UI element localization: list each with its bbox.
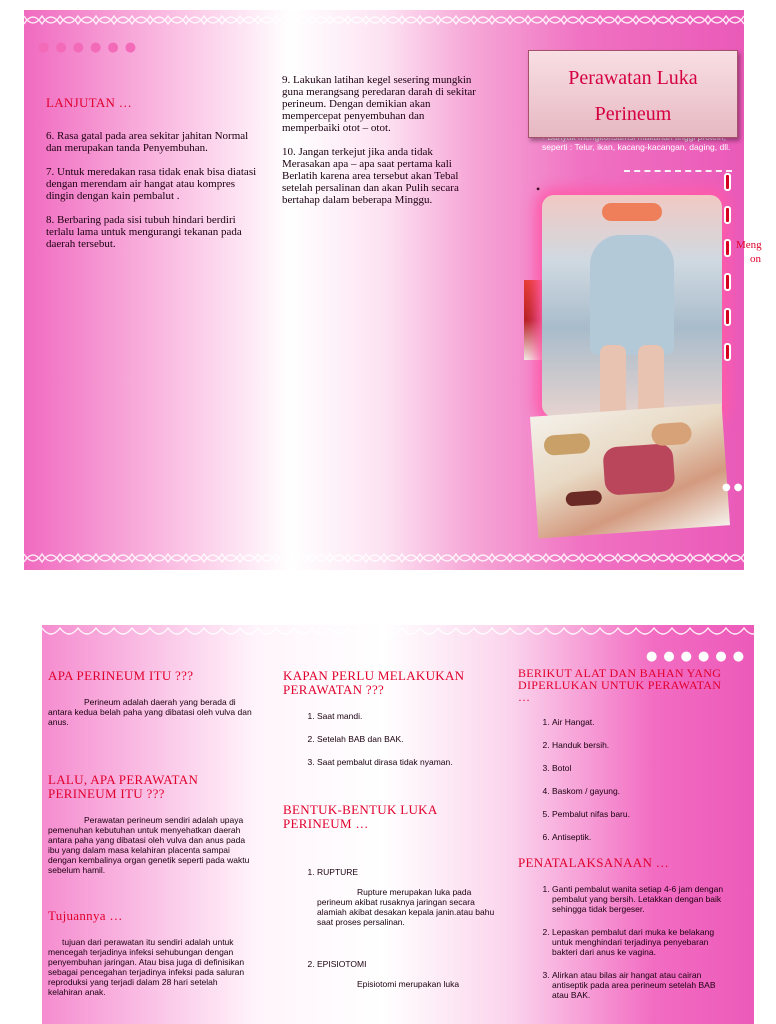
page1-column-2 — [282, 74, 482, 218]
heading-alat-bahan: BERIKUT ALAT DAN BAHAN YANG DIPERLUKAN UNTUK PERAWATAN … — [518, 666, 722, 704]
decorative-bar — [724, 173, 731, 191]
decorative-dots: ●●●●●● — [646, 649, 751, 664]
when-list — [283, 711, 495, 767]
list-item: 6. Antiseptik. — [552, 832, 732, 842]
list-item — [317, 867, 495, 927]
text-perawatan-definition: Perawatan perineum sendiri adalah upaya pemenuhan kebutuhan untuk menyehatkan daerah antara paha yang dibatasi oleh vulva dan anus pada ibu yang dalam masa kelahiran placenta sampai dengan kembalinya organ genetik seperti pada waktu sebelum hamil. — [48, 815, 250, 875]
form-description: Rupture merupakan luka pada perineum akibat rusaknya jaringan secara alamiah akibat desakan kepala janin.atau bahu saat proses persalinan. — [317, 887, 495, 927]
decorative-bar — [724, 343, 731, 361]
heading-tujuannya: Tujuannya … — [48, 908, 123, 923]
heading-bentuk: BENTUK-BENTUK LUKA PERINEUM … — [283, 802, 437, 831]
heading-kapan: KAPAN PERLU MELAKUKAN PERAWATAN ??? — [283, 668, 465, 697]
brochure-inner-panel — [42, 625, 754, 1024]
list-item: 2. Setelah BAB dan BAK. — [317, 734, 495, 744]
woman-on-toilet-image — [542, 195, 722, 417]
text-definition: Perineum adalah daerah yang berada di antara kedua belah paha yang dibatasi oleh vulva dan anus. — [48, 697, 252, 727]
decorative-bar — [724, 273, 731, 291]
heading-apa-perineum: APA PERINEUM ITU ??? — [48, 668, 194, 683]
list-item: 1. Ganti pembalut wanita setiap 4-6 jam dengan pembalut yang bersih. Letakkan dengan baik sehingga tidak bergeser. — [552, 884, 732, 914]
list-item — [317, 959, 495, 989]
cutoff-side-text — [736, 238, 776, 266]
title-line-1: Perawatan Luka — [568, 67, 698, 89]
text-tujuan: tujuan dari perawatan itu sendiri adalah untuk mencegah terjadinya infeksi sehubungan dengan penyembuhan jaringan. Atau bisa juga di definisikan sebagai pencegahan terjadinya infeksi pada saluran reproduksi yang terjadi dalam 28 hari setelah kelahiran anak. — [48, 937, 245, 997]
title-line-2: Perineum — [594, 103, 672, 125]
decorative-dots: ●●●●●● — [38, 40, 143, 55]
protein-foods-image — [530, 403, 730, 538]
page2-column-3 — [518, 667, 732, 1013]
text-point-10: 10. Jangan terkejut jika anda tidak Merasakan apa – apa saat pertama kali Berlatih karena area tersebut akan Tebal setelah persalinan dan akan Pulih secara bertahap dalam beberapa Minggu. — [282, 146, 459, 206]
forms-list — [283, 867, 495, 989]
cutoff-text-line-2: on — [750, 253, 761, 265]
text-point-9: 9. Lakukan latihan kegel sesering mungkin guna merangsang peredaran darah di sekitar perineum. Dengan demikian akan mempercepat penyembuhan dan memperbaiki otot – otot. — [282, 74, 476, 134]
list-item: 2. Lepaskan pembalut dari muka ke belakang untuk menghindari terjadinya penyebaran bakteri dari anus ke vagina. — [552, 927, 732, 957]
form-title: EPISIOTOMI — [317, 959, 367, 969]
form-title: RUPTURE — [317, 867, 359, 877]
decorative-dots-right: ●●● — [722, 482, 758, 493]
decorative-bar — [724, 308, 731, 326]
list-item: 2. Handuk bersih. — [552, 740, 732, 750]
empty-bullet: • — [536, 182, 541, 196]
brochure-title — [528, 50, 738, 138]
text-point-7: 7. Untuk meredakan rasa tidak enak bisa diatasi dengan merendam air hangat atau kompres dingin dengan kain pembalut . — [46, 166, 257, 202]
scallop-border-top — [24, 10, 744, 32]
list-item: 3. Saat pembalut dirasa tidak nyaman. — [317, 757, 495, 767]
heading-lanjutan: LANJUTAN … — [46, 95, 133, 110]
page2-column-1 — [48, 669, 253, 997]
list-item: 5. Pembalut nifas baru. — [552, 809, 732, 819]
decorative-bar — [724, 206, 731, 224]
scallop-border-top — [42, 625, 754, 639]
cutoff-text-line-1: Meng — [736, 239, 762, 251]
list-item: 3. Botol — [552, 763, 732, 773]
list-item: 4. Baskom / gayung. — [552, 786, 732, 796]
text-point-8: 8. Berbaring pada sisi tubuh hindari berdiri terlalu lama untuk mengurangi tekanan pada daerah tersebut. — [46, 214, 242, 250]
list-item: 1. Saat mandi. — [317, 711, 495, 721]
list-item: 3. Alirkan atau bilas air hangat atau cairan antiseptik pada area perineum setelah BAB atau BAK. — [552, 970, 732, 1000]
tools-list — [518, 717, 732, 842]
heading-penatalaksanaan: PENATALAKSANAAN … — [518, 855, 670, 870]
dashed-line — [624, 170, 732, 172]
page2-column-2 — [283, 669, 495, 1002]
protein-bullet-text: seperti : Telur, ikan, kacang-kacangan, daging, dll. — [542, 142, 731, 152]
text-point-6: 6. Rasa gatal pada area sekitar jahitan Normal dan merupakan tanda Penyembuhan. — [46, 130, 249, 154]
form-description: Episiotomi merupakan luka — [357, 979, 460, 989]
list-item: 1. Air Hangat. — [552, 717, 732, 727]
decorative-bar — [724, 239, 731, 257]
heading-lalu-apa: LALU, APA PERAWATAN PERINEUM ITU ??? — [48, 772, 199, 801]
page1-column-1 — [46, 96, 261, 262]
steps-list — [518, 884, 732, 1000]
scallop-border-bottom — [24, 548, 744, 570]
